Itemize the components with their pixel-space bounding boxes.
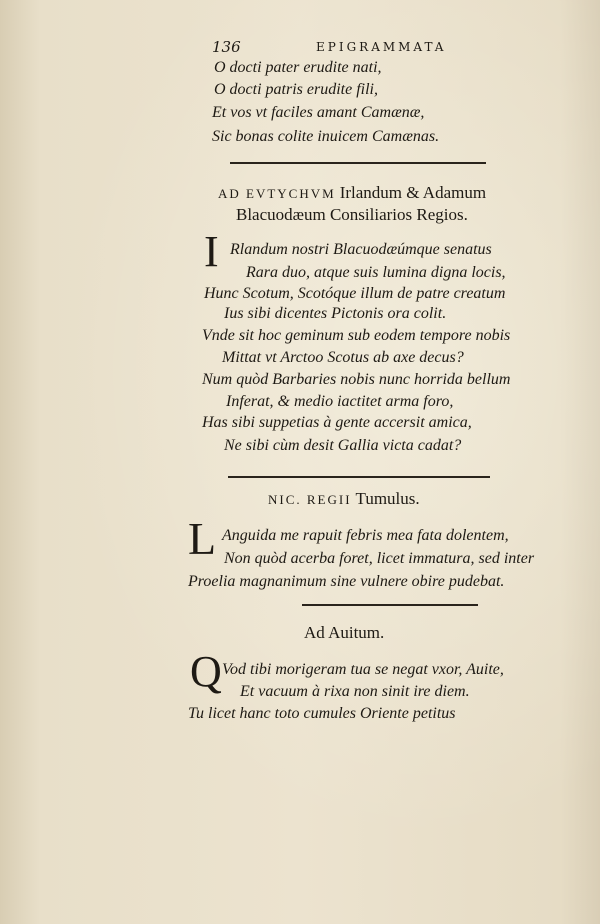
poem2-line: Rlandum nostri Blacuodæúmque senatus — [230, 241, 492, 258]
poem1-line: O docti pater erudite nati, — [214, 59, 382, 76]
poem2-line: Vnde sit hoc geminum sub eodem tempore nobis — [202, 327, 511, 344]
poem3-title — [268, 490, 420, 508]
poem2-title-line2: Blacuodæum Consiliarios Regios. — [236, 205, 468, 224]
poem4-line: Vod tibi morigeram tua se negat vxor, Auite, — [222, 661, 504, 678]
poem3-line: Anguida me rapuit febris mea fata dolentem, — [222, 527, 509, 544]
poem2-line: Ius sibi dicentes Pictonis ora colit. — [224, 305, 447, 322]
poem2-line: Num quòd Barbaries nobis nunc horrida bellum — [202, 371, 511, 388]
poem3-title-caps: NIC. REGII — [268, 492, 352, 507]
poem2-line: Inferat, & medio iactitet arma foro, — [226, 393, 454, 410]
poem4-dropcap: Q — [190, 647, 222, 696]
poem2-line: Ne sibi cùm desit Gallia victa cadat? — [224, 437, 462, 454]
poem3-line: Proelia magnanimum sine vulnere obire pudebat. — [188, 573, 505, 590]
poem4-title: Ad Auitum. — [304, 623, 385, 642]
section-rule — [228, 476, 490, 478]
poem3-dropcap: L — [188, 513, 217, 564]
poem4-line: Et vacuum à rixa non sinit ire diem. — [240, 683, 470, 700]
poem2-line: Mittat vt Arctoo Scotus ab axe decus? — [222, 349, 464, 366]
poem1-line: Et vos vt faciles amant Camænæ, — [212, 104, 425, 121]
poem2-line: Rara duo, atque suis lumina digna locis, — [246, 264, 506, 281]
poem2-title-rest: Irlandum & Adamum — [339, 183, 487, 202]
poem4-line: Tu licet hanc toto cumules Oriente petitus — [188, 705, 456, 722]
poem1-line: O docti patris erudite fili, — [214, 81, 378, 98]
running-title: EPIGRAMMATA — [316, 40, 447, 54]
running-head — [212, 38, 472, 58]
section-rule — [302, 604, 478, 606]
poem3-line: Non quòd acerba foret, licet immatura, sed inter — [224, 550, 535, 567]
poem2-title — [218, 184, 486, 202]
section-rule — [230, 162, 486, 164]
poem2-line: Has sibi suppetias à gente accersit amica, — [202, 414, 472, 431]
page-number: 136 — [212, 38, 241, 56]
poem2-title-caps: AD EVTYCHVM — [218, 186, 336, 201]
poem3-title-rest: Tumulus. — [355, 489, 420, 508]
poem2-line: Hunc Scotum, Scotóque illum de patre creatum — [204, 285, 506, 302]
poem1-line: Sic bonas colite inuicem Camænas. — [212, 128, 440, 145]
poem2-dropcap: I — [204, 227, 219, 276]
